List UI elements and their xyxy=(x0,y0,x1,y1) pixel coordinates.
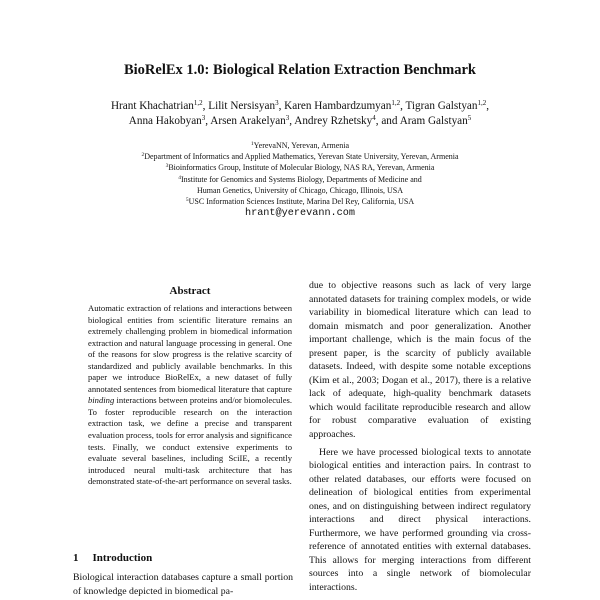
author-list xyxy=(40,99,560,129)
affiliation-text: USC Information Sciences Institute, Marina Del Rey, California, USA xyxy=(188,197,415,207)
intro-right-paragraph-2: Here we have processed biological texts to annotate biological entities and interaction pairs. In contrast to other related databases, our efforts were focused on delineation of biological entities from experimental ones, and on distinguishing between indirect regulatory interactions and direct physical interactions. Furthermore, we have performed grounding via cross-reference of annotated entities with external databases. This allows for merging interactions from different sources into a single network of biomolecular interactions. xyxy=(309,446,531,594)
author-affiliation-mark: 4 xyxy=(372,114,376,122)
intro-left-paragraph: Biological interaction databases capture a small portion of knowledge depicted in biomedical pa- xyxy=(73,572,293,597)
author-name: Anna Hakobyan xyxy=(128,115,202,127)
author-name: Tigran Galstyan xyxy=(405,100,478,112)
affiliation-number: 4 xyxy=(178,174,181,181)
author-separator: , xyxy=(278,100,285,112)
affiliation-number: 3 xyxy=(165,163,169,170)
affiliation-line xyxy=(40,196,560,207)
author-affiliation-mark: 1,2 xyxy=(477,99,487,107)
intro-right-column xyxy=(309,279,531,595)
author-affiliation-mark: 3 xyxy=(275,99,279,107)
author-separator: , xyxy=(289,115,295,127)
abstract-part-1: Automatic extraction of relations and interactions between biological entities from scientific literature remains an extremely challenging problem in biomedical information extraction and natural language processing in general. One of the reasons for slow progress is the relative scarcity of standardized and publicly available benchmarks. In this paper we introduce BioRelEx, a new dataset of fully annotated sentences from biomedical literature that capture xyxy=(88,303,292,394)
author-separator: , xyxy=(205,115,211,127)
affiliations xyxy=(40,140,560,219)
author-affiliation-mark: 1,2 xyxy=(193,99,203,107)
affiliation-line xyxy=(40,162,560,173)
affiliation-text: Department of Informatics and Applied Mathematics, Yerevan State University, Yerevan, Armenia xyxy=(144,152,459,162)
intro-right-paragraph-1: due to objective reasons such as lack of very large annotated datasets for training complex models, or wide variability in biomedical literature which can lead to domain mismatch and poor generalization. Another important challenge, which is the main focus of the present paper, is the scarcity of publicly available datasets. Indeed, with despite some notable exceptions (Kim et al., 2003; Dogan et al., 2017), there is a relative lack of adequate, high-quality benchmark datasets which would facilitate reproducible research and allow for robust comparative evaluation of existing approaches. xyxy=(309,280,531,441)
author-affiliation-mark: 5 xyxy=(467,114,472,122)
author-affiliation-mark: 1,2 xyxy=(391,99,401,107)
paper-title: BioRelEx 1.0: Biological Relation Extraction Benchmark xyxy=(123,62,476,78)
affiliation-number: 2 xyxy=(141,152,145,159)
affiliation-line xyxy=(40,185,560,196)
author-name: Aram Galstyan xyxy=(399,115,468,127)
abstract-part-2: interactions between proteins and/or biomolecules. To foster reproducible research on the interaction extraction task, we define a precise and transparent evaluation process, tools for error analysis and significance tests. Finally, we conduct extensive experiments to evaluate several baselines, including SciIE, a recently introduced neural multi-task architecture that has demonstrated state-of-the-art performance on several tasks. xyxy=(88,395,292,487)
affiliation-text: Bioinformatics Group, Institute of Molecular Biology, NAS RA, Yerevan, Armenia xyxy=(168,163,435,173)
author-separator: , xyxy=(486,100,490,112)
author-name: Andrey Rzhetsky xyxy=(294,115,373,127)
author-affiliation-mark: 3 xyxy=(285,114,290,122)
affiliation-text: YerevaNN, Yerevan, Armenia xyxy=(253,141,350,150)
author-name: Lilit Nersisyan xyxy=(208,100,276,112)
section-title: Introduction xyxy=(92,552,153,564)
affiliation-number: 5 xyxy=(185,197,189,204)
author-affiliation-mark: 3 xyxy=(201,114,206,122)
author-name: Arsen Arakelyan xyxy=(210,115,286,127)
section-heading-introduction xyxy=(73,552,293,564)
abstract-emphasis: binding xyxy=(88,395,115,406)
author-name: Karen Hambardzumyan xyxy=(284,100,392,112)
affiliation-line xyxy=(40,140,560,151)
section-number: 1 xyxy=(73,552,79,564)
abstract-heading: Abstract xyxy=(169,285,211,297)
affiliation-line xyxy=(40,151,560,162)
affiliation-text: Institute for Genomics and Systems Biology, Departments of Medicine and xyxy=(180,174,422,184)
author-name: Hrant Khachatrian xyxy=(110,100,194,112)
affiliation-text: Human Genetics, University of Chicago, Chicago, Illinois, USA xyxy=(197,185,403,195)
affiliation-number: 1 xyxy=(250,141,254,147)
affiliation-line xyxy=(40,174,560,185)
abstract-text xyxy=(88,303,292,488)
author-separator: , and xyxy=(375,115,400,127)
author-separator: , xyxy=(400,100,406,112)
author-separator: , xyxy=(202,100,209,112)
contact-email[interactable]: hrant@yerevann.com xyxy=(244,208,356,220)
